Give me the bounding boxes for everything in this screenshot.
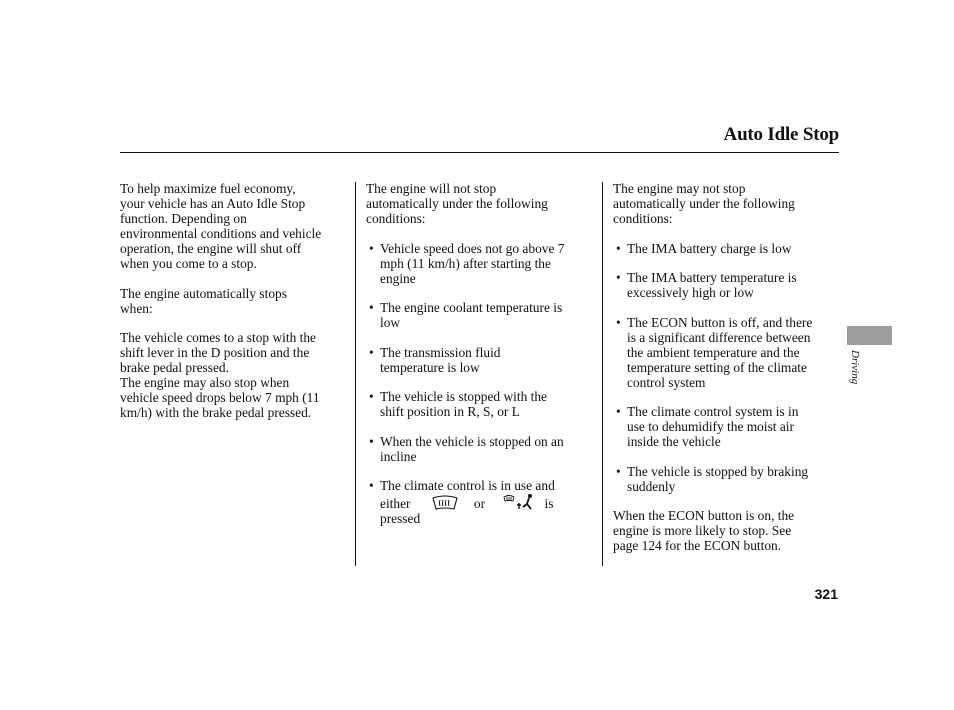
page-number: 321 [814,586,838,602]
list-item: • The climate control system is in use to dehumidify the moist air inside the vehicle [616,404,799,449]
column-divider [355,182,356,566]
list-item: • The transmission fluid temperature is low [369,344,501,375]
list-item: • The vehicle is stopped by braking suddenly [616,463,809,494]
column-left [120,181,348,420]
list-item: • The climate control is in use and either or is pressed [369,478,555,526]
list-item: • The ECON button is off, and there is a significant difference between the ambient temperature and the temperature setting of the climate control system [616,314,813,390]
list-item: • The engine coolant temperature is low [369,300,563,330]
column-right [613,181,843,553]
paragraph: The vehicle comes to a stop with the shift lever in the D position and the brake pedal pressed. [120,330,316,375]
paragraph: When the ECON button is on, the engine is more likely to stop. See page 124 for the ECON button. [613,508,795,553]
list-item: • The IMA battery temperature is excessively high or low [616,270,797,300]
paragraph: The engine automatically stops when: [120,285,287,316]
list-item: • The vehicle is stopped with the shift position in R, S, or L [369,389,547,419]
section-label: Driving [849,350,861,385]
paragraph: The engine may also stop when vehicle speed drops below 7 mph (11 km/h) with the brake pedal pressed. [120,375,320,420]
column-middle [366,181,594,526]
list-item: • When the vehicle is stopped on an incline [369,433,564,464]
defrost-icon [431,495,459,511]
list-item: • Vehicle speed does not go above 7 mph (11 km/h) after starting the engine [369,240,565,286]
paragraph: The engine will not stop automatically under the following conditions: [366,181,548,226]
section-tab [847,326,892,345]
page-title: Auto Idle Stop [723,124,839,145]
paragraph: The engine may not stop automatically under the following conditions: [613,181,795,226]
airflow-icon [502,493,536,511]
column-divider [602,182,603,566]
list-item: • The IMA battery charge is low [616,240,792,256]
title-rule [120,152,839,153]
paragraph: To help maximize fuel economy, your vehicle has an Auto Idle Stop function. Depending on environmental conditions and vehicle operation, the engine will shut off when you come to a stop. [120,181,322,271]
